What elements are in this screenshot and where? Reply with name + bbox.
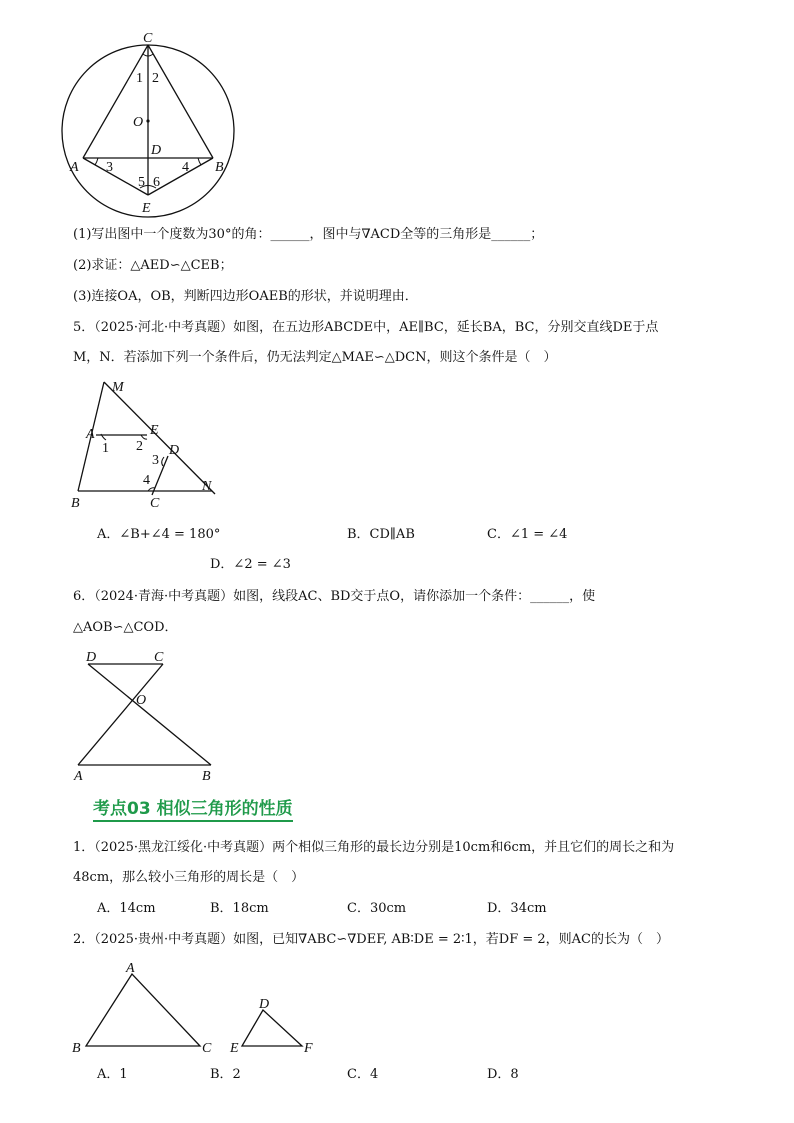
point-c-label: C	[202, 1041, 212, 1056]
s1-option-a: A．14cm	[97, 901, 156, 916]
q6-text-line2: △AOB∽△COD．	[73, 620, 178, 635]
s1-option-c: C．30cm	[347, 901, 407, 916]
q5-option-a: A．∠B+∠4 = 180°	[97, 527, 221, 542]
s1-text-line2: 48cm，那么较小三角形的周长是（ ）	[73, 870, 305, 885]
point-a-label: A	[86, 427, 95, 442]
angle-3-label: 3	[106, 160, 113, 175]
angle-6-label: 6	[153, 175, 160, 190]
point-c-label: C	[154, 650, 164, 665]
point-a-label: A	[74, 769, 83, 784]
point-e-label: E	[142, 201, 151, 216]
point-o-label: O	[136, 693, 147, 708]
angle-5-label: 5	[138, 175, 145, 190]
point-f-label: F	[304, 1041, 313, 1056]
q4-part3: (3)连接OA，OB，判断四边形OAEB的形状，并说明理由．	[73, 289, 418, 304]
point-a-label: A	[70, 160, 79, 175]
angle-4-label: 4	[143, 473, 150, 488]
point-b-label: B	[71, 496, 80, 511]
point-b-label: B	[72, 1041, 81, 1056]
point-c-label: C	[150, 496, 160, 511]
q4-part2: (2)求证：△AED∽△CEB；	[73, 258, 233, 273]
point-e-label: E	[230, 1041, 239, 1056]
angle-3-label: 3	[152, 453, 159, 468]
angle-4-label: 4	[182, 160, 189, 175]
q5-option-c: C．∠1 = ∠4	[487, 527, 568, 542]
circle-triangle-figure	[60, 28, 240, 220]
point-d-label: D	[259, 997, 270, 1012]
angle-2-label: 2	[136, 439, 143, 454]
point-b-label: B	[202, 769, 211, 784]
q5-text-line2: M，N．若添加下列一个条件后，仍无法判定△MAE∽△DCN，则这个条件是（ ）	[73, 350, 557, 365]
point-m-label: M	[112, 380, 124, 395]
q5-option-b: B．CD∥AB	[347, 527, 415, 542]
angle-1-label: 1	[136, 71, 143, 86]
point-o-label: O	[133, 115, 144, 130]
s2-text-line1: 2．（2025·贵州·中考真题）如图，已知∇ABC∽∇DEF, AB∶DE = 2∶1，若DF = 2，则AC的长为（ ）	[73, 932, 669, 947]
point-d-label: D	[86, 650, 97, 665]
angle-1-label: 1	[102, 441, 109, 456]
q4-part1: (1)写出图中一个度数为30°的角：______，图中与∇ACD全等的三角形是______；	[73, 227, 544, 242]
point-e-label: E	[150, 423, 159, 438]
point-d-label: D	[151, 143, 162, 158]
crossing-segments-figure	[68, 645, 228, 785]
s2-option-a: A．1	[97, 1067, 128, 1082]
s1-option-d: D．34cm	[487, 901, 547, 916]
point-a-label: A	[126, 961, 135, 976]
point-b-label: B	[215, 160, 224, 175]
q5-text-line1: 5．（2025·河北·中考真题）如图，在五边形ABCDE中，AE∥BC，延长BA，BC，分别交直线DE于点	[73, 320, 659, 335]
section-title: 考点03 相似三角形的性质	[93, 798, 293, 822]
similar-triangles-figure	[68, 958, 328, 1058]
s2-option-d: D．8	[487, 1067, 519, 1082]
angle-2-label: 2	[152, 71, 159, 86]
point-d-label: D	[169, 443, 180, 458]
q6-text-line1: 6．（2024·青海·中考真题）如图，线段AC、BD交于点O，请你添加一个条件：______，使	[73, 589, 596, 604]
pentagon-figure	[68, 378, 228, 513]
q5-option-d: D．∠2 = ∠3	[210, 557, 291, 572]
point-c-label: C	[143, 31, 153, 46]
s2-option-c: C．4	[347, 1067, 379, 1082]
point-n-label: N	[202, 479, 212, 494]
s1-text-line1: 1．（2025·黑龙江绥化·中考真题）两个相似三角形的最长边分别是10cm和6cm，并且它们的周长之和为	[73, 840, 675, 855]
s1-option-b: B．18cm	[210, 901, 269, 916]
s2-option-b: B．2	[210, 1067, 241, 1082]
